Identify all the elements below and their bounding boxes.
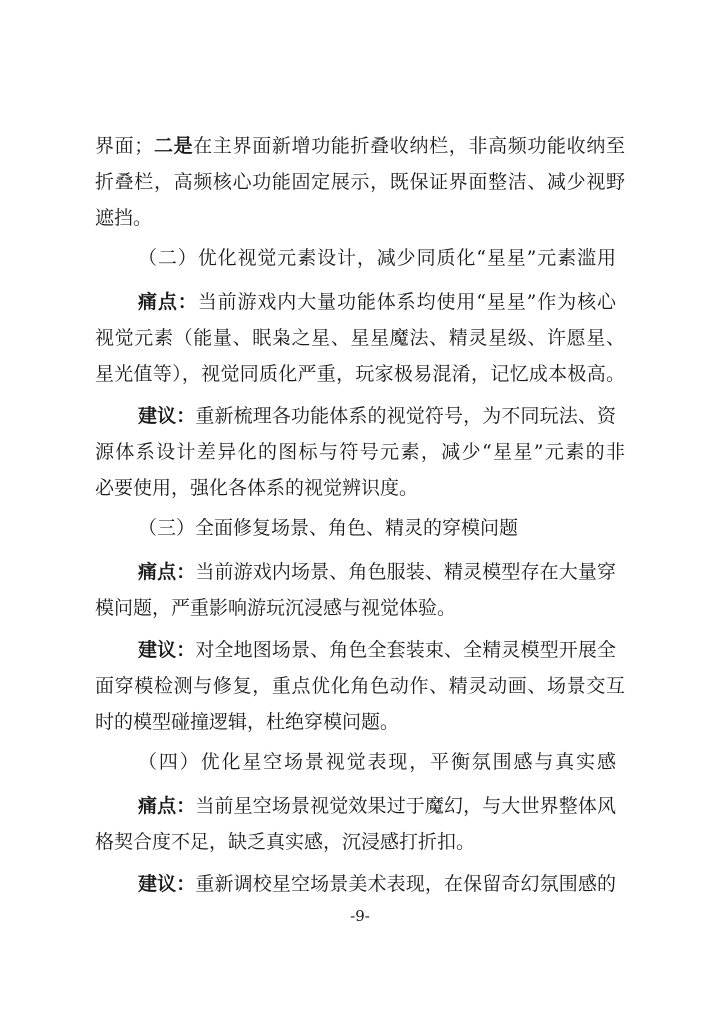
text-line: 痛点：当前星空场景视觉效果过于魔幻，与大世界整体风 [138, 795, 616, 817]
text-line: 界面；二是在主界面新增功能折叠收纳栏，非高频功能收纳至 [95, 135, 625, 157]
text-line: 建议：对全地图场景、角色全套装束、全精灵模型开展全 [138, 639, 616, 661]
text-line: 痛点：当前游戏内大量功能体系均使用“星星”作为核心 [138, 291, 616, 313]
text-line: 折叠栏，高频核心功能固定展示，既保证界面整洁、减少视野 [95, 171, 625, 193]
text-line: 源体系设计差异化的图标与符号元素，减少“星星”元素的非 [95, 441, 625, 463]
text-line: 必要使用，强化各体系的视觉辨识度。 [95, 477, 419, 499]
text-line: 建议：重新调校星空场景美术表现，在保留奇幻氛围感的 [138, 873, 616, 895]
text-line: 视觉元素（能量、眠枭之星、星星魔法、精灵星级、许愿星、 [95, 327, 625, 349]
section-heading: （四）优化星空场景视觉表现，平衡氛围感与真实感 [138, 751, 616, 773]
text-line: 建议：重新梳理各功能体系的视觉符号，为不同玩法、资 [138, 405, 616, 427]
section-heading: （二）优化视觉元素设计，减少同质化“星星”元素滥用 [138, 247, 616, 269]
text-line: 格契合度不足，缺乏真实感，沉浸感打折扣。 [95, 831, 476, 853]
text-line: 遮挡。 [95, 207, 153, 229]
section-heading: （三）全面修复场景、角色、精灵的穿模问题 [138, 517, 519, 539]
text-line: 模问题，严重影响游玩沉浸感与视觉体验。 [95, 597, 457, 619]
text-line: 面穿模检测与修复，重点优化角色动作、精灵动画、场景交互 [95, 675, 625, 697]
page-number: -9- [350, 907, 370, 925]
text-line: 时的模型碰撞逻辑，杜绝穿模问题。 [95, 711, 400, 733]
text-line: 痛点：当前游戏内场景、角色服装、精灵模型存在大量穿 [138, 561, 616, 583]
text-line: 星光值等），视觉同质化严重，玩家极易混淆，记忆成本极高。 [95, 363, 625, 385]
